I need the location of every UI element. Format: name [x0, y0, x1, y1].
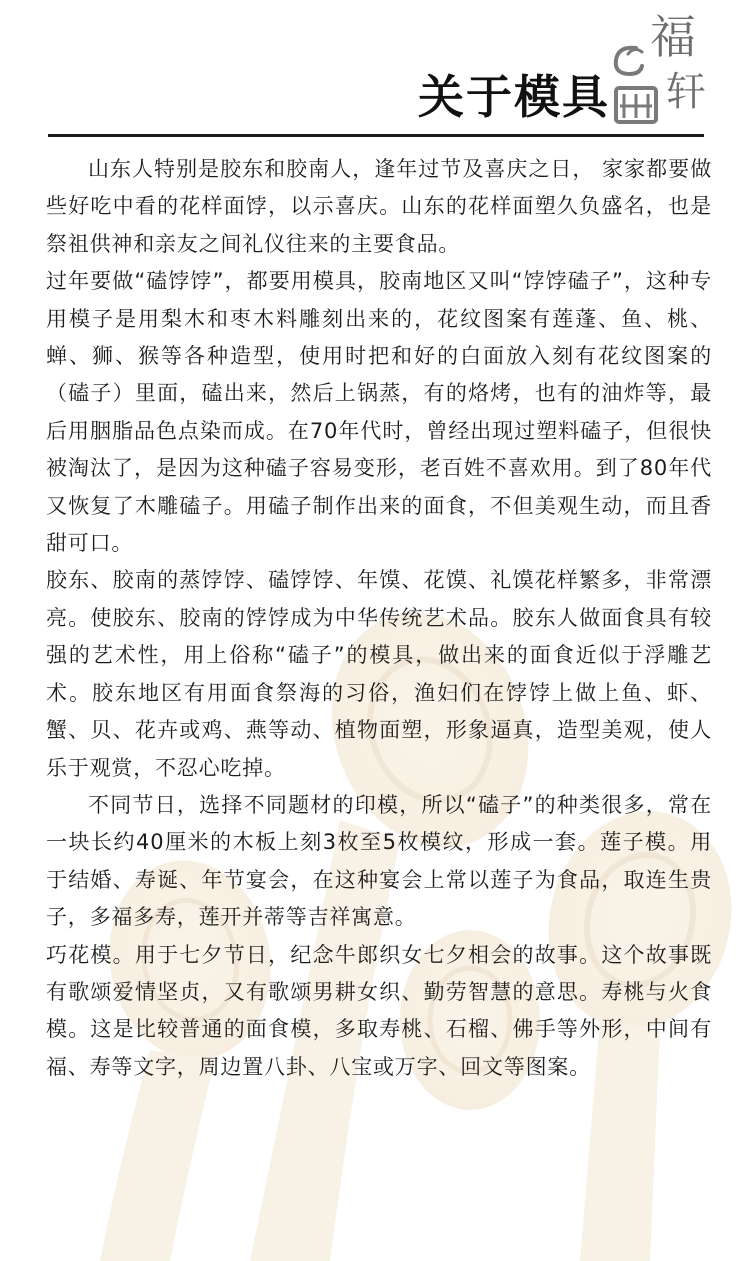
- paragraph-4: 不同节日，选择不同题材的印模，所以“磕子”的种类很多，常在一块长约40厘米的木板上刻3枚至5枚模纹，形成一套。莲子模。用于结婚、寿诞、年节宴会，在这种宴会上常以莲子为食品，取连生贵子，多福多寿，莲开并蒂等吉祥寓意。: [46, 792, 712, 930]
- paragraph-5: 巧花模。用于七夕节日，纪念牛郎织女七夕相会的故事。这个故事既有歌颂爱情坚贞，又有歌颂男耕女织、勤劳智慧的意思。寿桃与火食模。这是比较普通的面食模，多取寿桃、石榴、佛手等外形，中间有福、寿等文字，周边置八卦、八宝或万字、回文等图案。: [46, 942, 712, 1079]
- paragraph-3: 胶东、胶南的蒸饽饽、磕饽饽、年馍、花馍、礼馍花样繁多，非常漂亮。使胶东、胶南的饽饽成为中华传统艺术品。胶东人做面食具有较强的艺术性，用上俗称“磕子”的模具，做出来的面食近似于浮雕艺术。胶东地区有用面食祭海的习俗，渔妇们在饽饽上做上鱼、虾、蟹、贝、花卉或鸡、燕等动、植物面塑，形象逼真，造型美观，使人乐于观赏，不忍心吃掉。: [46, 568, 712, 780]
- article-body: [46, 151, 712, 1086]
- logo-char-xuan: 轩: [666, 69, 706, 115]
- logo-char-fu: 福: [650, 10, 696, 64]
- title-underline: [48, 134, 704, 137]
- paragraph-1: 山东人特别是胶东和胶南人，逢年过节及喜庆之日， 家家都要做些好吃中看的花样面饽，以示喜庆。山东的花样面塑久负盛名，也是祭祖供神和亲友之间礼仪往来的主要食品。: [46, 157, 712, 256]
- fuxuan-logo: [606, 10, 716, 134]
- page-title: 关于模具: [418, 70, 610, 124]
- paragraph-2: 过年要做“磕饽饽”，都要用模具，胶南地区又叫“饽饽磕子”，这种专用模子是用梨木和枣木料雕刻出来的，花纹图案有莲蓬、鱼、桃、蝉、狮、猴等各种造型，使用时把和好的白面放入刻有花纹图案的（磕子）里面，磕出来，然后上锅蒸，有的烙烤，也有的油炸等，最后用胭脂品色点染而成。在70年代时，曾经出现过塑料磕子，但很快被淘汰了，是因为这种磕子容易变形，老百姓不喜欢用。到了80年代又恢复了木雕磕子。用磕子制作出来的面食，不但美观生动，而且香甜可口。: [46, 269, 712, 556]
